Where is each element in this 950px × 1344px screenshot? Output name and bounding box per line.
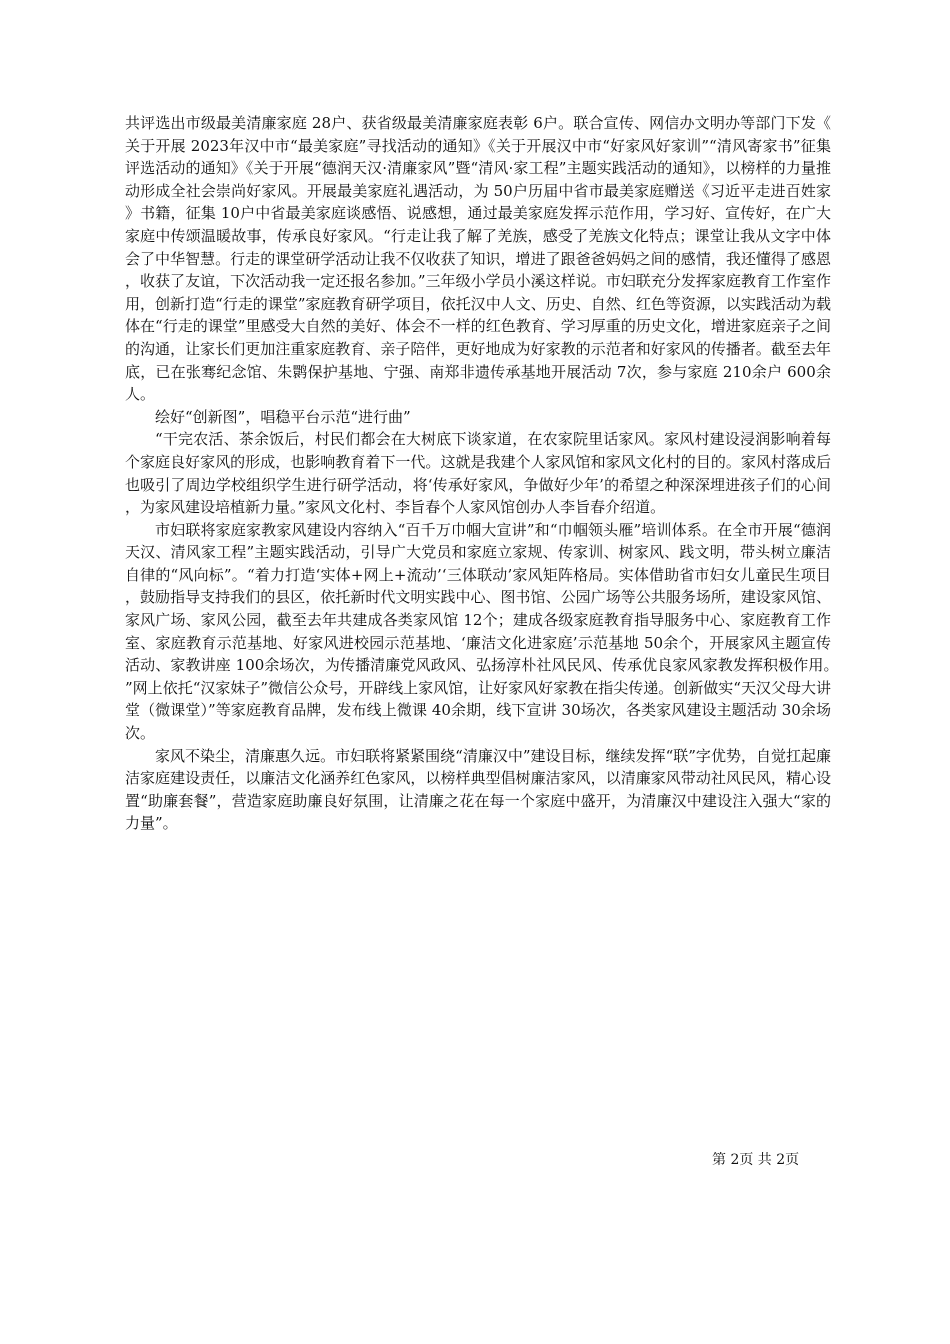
body-paragraph: 家风不染尘，清廉惠久远。市妇联将紧紧围绕“清廉汉中”建设目标，继续发挥“联”字优势，自觉扛起廉洁家庭建设责任，以廉洁文化涵养红色家风，以榜样典型倡树廉洁家风，以清廉家风带动社风民风，精心设置“助廉套餐”，营造家庭助廉良好氛围，让清廉之花在每一个家庭中盛开，为清廉汉中建设注入强大“家的力量”。 [125,746,831,833]
document-page [125,112,831,835]
body-paragraph: “干完农活、茶余饭后，村民们都会在大树底下谈家道，在农家院里话家风。家风村建设浸润影响着每个家庭良好家风的形成，也影响教育着下一代。这就是我建个人家风馆和家风文化村的目的。家风村落成后也吸引了周边学校组织学生进行研学活动，将‘传承好家风，争做好少年’的希望之种深深埋进孩子们的心间，为家风建设培植新力量。”家风文化村、李旨春个人家风馆创办人李旨春介绍道。 [125,430,831,517]
body-paragraph: 市妇联将家庭家教家风建设内容纳入“百千万巾帼大宣讲”和“巾帼领头雁”培训体系。在全市开展“德润天汉、清风家工程”主题实践活动，引导广大党员和家庭立家规、传家训、树家风、践文明，带头树立廉洁自律的“风向标”。“着力打造‘实体+网上+流动’‘三体联动’家风矩阵格局。实体借助省市妇女儿童民生项目，鼓励指导支持我们的县区，依托新时代文明实践中心、图书馆、公园广场等公共服务场所，建设家风馆、家风广场、家风公园，截至去年共建成各类家风馆 12个；建成各级家庭教育指导服务中心、家庭教育工作室、家庭教育示范基地、好家风进校园示范基地、‘廉洁文化进家庭’示范基地 50余个，开展家风主题宣传活动、家教讲座 100余场次，为传播清廉党风政风、弘扬淳朴社风民风、传承优良家风家教发挥积极作用。”网上依托“汉家妹子”微信公众号，开辟线上家风馆，让好家风好家教在指尖传递。创新做实“天汉父母大讲堂（微课堂）”等家庭教育品牌，发布线上微课 40余期，线下宣讲 30场次，各类家风建设主题活动 30余场次。 [125,520,831,743]
page-number: 第 2页 共 2页 [712,1152,800,1168]
section-heading: 绘好“创新图”，唱稳平台示范“进行曲” [155,407,411,426]
body-paragraph: 共评选出市级最美清廉家庭 28户、获省级最美清廉家庭表彰 6户。联合宣传、网信办文明办等部门下发《关于开展 2023年汉中市“最美家庭”寻找活动的通知》《关于开展汉中市“好家风好家训”“清风寄家书”征集评选活动的通知》《关于开展“德润天汉·清廉家风”暨“清风·家工程”主题实践活动的通知》，以榜样的力量推动形成全社会崇尚好家风。开展最美家庭礼遇活动，为 50户历届中省市最美家庭赠送《习近平走进百姓家》书籍，征集 10户中省最美家庭谈感悟、说感想，通过最美家庭发挥示范作用，学习好、宣传好，在广大家庭中传颂温暖故事，传承良好家风。“行走让我了解了羌族，感受了羌族文化特点；课堂让我从文字中体会了中华智慧。行走的课堂研学活动让我不仅收获了知识，增进了跟爸爸妈妈之间的感情，我还懂得了感恩，收获了友谊，下次活动我一定还报名参加。”三年级小学员小溪这样说。市妇联充分发挥家庭教育工作室作用，创新打造“行走的课堂”家庭教育研学项目，依托汉中人文、历史、自然、红色等资源，以实践活动为载体在“行走的课堂”里感受大自然的美好、体会不一样的红色教育、学习厚重的历史文化，增进家庭亲子之间的沟通，让家长们更加注重家庭教育、亲子陪伴，更好地成为好家教的示范者和好家风的传播者。截至去年底，已在张骞纪念馆、朱鹮保护基地、宁强、南郑非遗传承基地开展活动 7次，参与家庭 210余户 600余人。 [125,114,831,404]
